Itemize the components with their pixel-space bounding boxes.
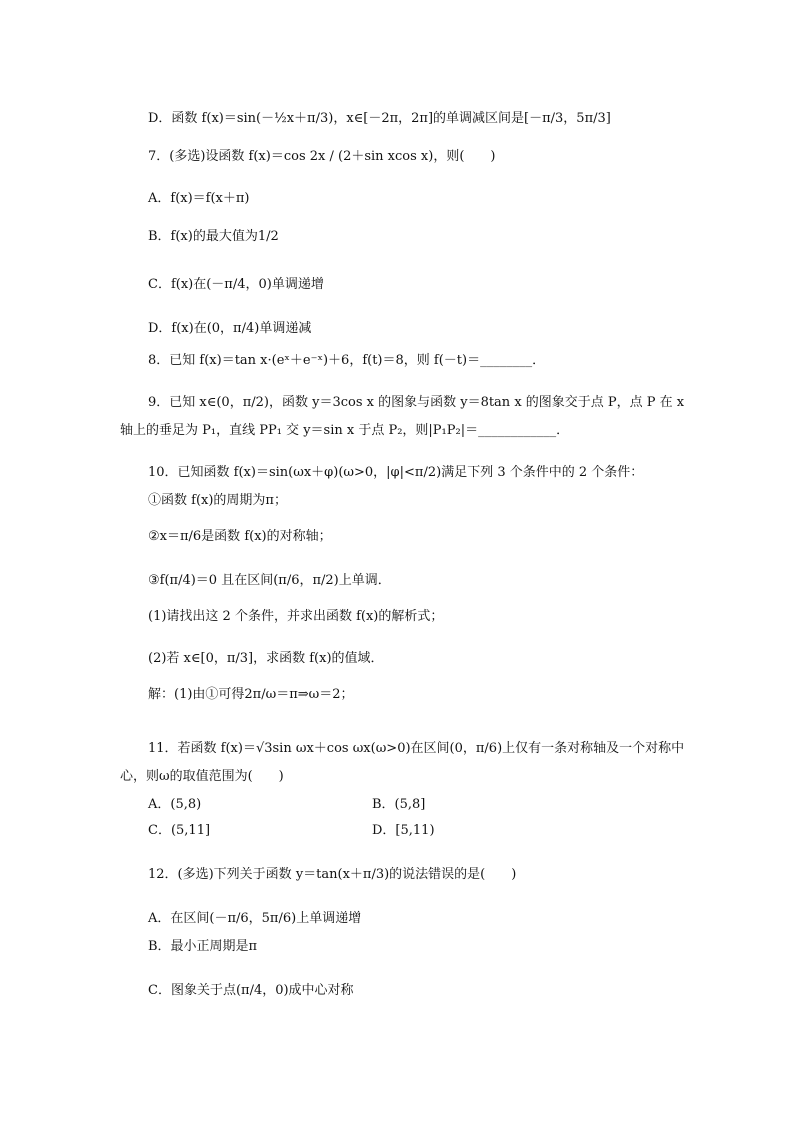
part-1-text: (1)请找出这 2 个条件，并求出函数 f(x)的解析式； <box>148 609 444 624</box>
question-12-option-c <box>148 982 354 1000</box>
question-8 <box>148 352 545 370</box>
question-10 <box>148 464 643 482</box>
question-12-option-a-text: A．在区间(－π/6，5π/6)上单调递增 <box>148 911 362 926</box>
question-7-option-d-text: D．f(x)在(0，π/4)单调递减 <box>148 321 312 336</box>
question-7-option-c-text: C．f(x)在(－π/4，0)单调递增 <box>148 277 324 292</box>
question-11-option-b-text: B．(5,8] <box>372 797 426 812</box>
question-7-option-a <box>148 190 250 208</box>
question-11-option-a-text: A．(5,8) <box>148 797 202 812</box>
question-10-text: 10．已知函数 f(x)＝sin(ωx＋φ)(ω>0，|φ|<π/2)满足下列 3 个条件中的 2 个条件： <box>148 465 644 480</box>
question-11-line-1 <box>148 740 684 758</box>
condition-1 <box>148 492 287 510</box>
question-12 <box>148 866 516 884</box>
question-7-text: 7．(多选)设函数 f(x)＝cos 2x / (2＋sin xcos x)，则( ) <box>148 149 496 164</box>
question-11-line-2 <box>120 768 284 786</box>
question-7-option-a-text: A．f(x)＝f(x＋π) <box>148 191 250 206</box>
question-12-option-b-text: B．最小正周期是π <box>148 939 258 954</box>
question-7-option-b-text: B．f(x)的最大值为1/2 <box>148 229 279 244</box>
question-12-text: 12．(多选)下列关于函数 y＝tan(x＋π/3)的说法错误的是( ) <box>148 867 517 882</box>
question-11-option-d-text: D．[5,11) <box>372 823 435 838</box>
question-7 <box>148 148 495 166</box>
question-11-text-2: 心，则ω的取值范围为( ) <box>120 769 284 784</box>
question-7-option-b <box>148 228 279 246</box>
question-7-option-c <box>148 276 324 294</box>
question-12-option-c-text: C．图象关于点(π/4，0)成中心对称 <box>148 983 354 998</box>
question-11-option-b <box>372 796 425 814</box>
question-11-text-1: 11．若函数 f(x)＝√3sin ωx＋cos ωx(ω>0)在区间(0，π/6)上仅有一条对称轴及一个对称中 <box>148 741 685 756</box>
question-12-option-a <box>148 910 361 928</box>
question-11-option-c <box>148 822 210 840</box>
question-11-option-a <box>148 796 201 814</box>
question-9-text-2: 轴上的垂足为 P₁，直线 PP₁ 交 y＝sin x 于点 P₂，则|P₁P₂|＝____________． <box>120 423 570 438</box>
condition-2 <box>148 528 332 546</box>
question-9-line-1 <box>148 394 684 412</box>
solution <box>148 686 354 704</box>
condition-1-text: ①函数 f(x)的周期为π； <box>148 493 287 508</box>
option-d-prev <box>148 110 611 128</box>
question-11-option-c-text: C．(5,11] <box>148 823 211 838</box>
part-2 <box>148 650 384 668</box>
question-8-text: 8．已知 f(x)＝tan x·(eˣ＋e⁻ˣ)＋6，f(t)＝8，则 f(－t)＝________． <box>148 353 546 368</box>
question-12-option-b <box>148 938 257 956</box>
part-2-text: (2)若 x∈[0，π/3]，求函数 f(x)的值域． <box>148 651 384 666</box>
question-7-option-d <box>148 320 311 338</box>
question-9-text-1: 9．已知 x∈(0，π/2)，函数 y＝3cos x 的图象与函数 y＝8tan x 的图象交于点 P，点 P 在 x <box>148 395 685 410</box>
condition-2-text: ②x＝π/6是函数 f(x)的对称轴； <box>148 529 332 544</box>
part-1 <box>148 608 443 626</box>
question-9-line-2 <box>120 422 569 440</box>
condition-3-text: ③f(π/4)＝0 且在区间(π/6，π/2)上单调． <box>148 573 391 588</box>
condition-3 <box>148 572 391 590</box>
question-11-option-d <box>372 822 435 840</box>
solution-text: 解：(1)由①可得2π/ω＝π⇒ω＝2； <box>148 687 354 702</box>
option-d-prev-text: D．函数 f(x)＝sin(－½x＋π/3)，x∈[－2π，2π]的单调减区间是[－π/3，5π/3] <box>148 111 611 126</box>
